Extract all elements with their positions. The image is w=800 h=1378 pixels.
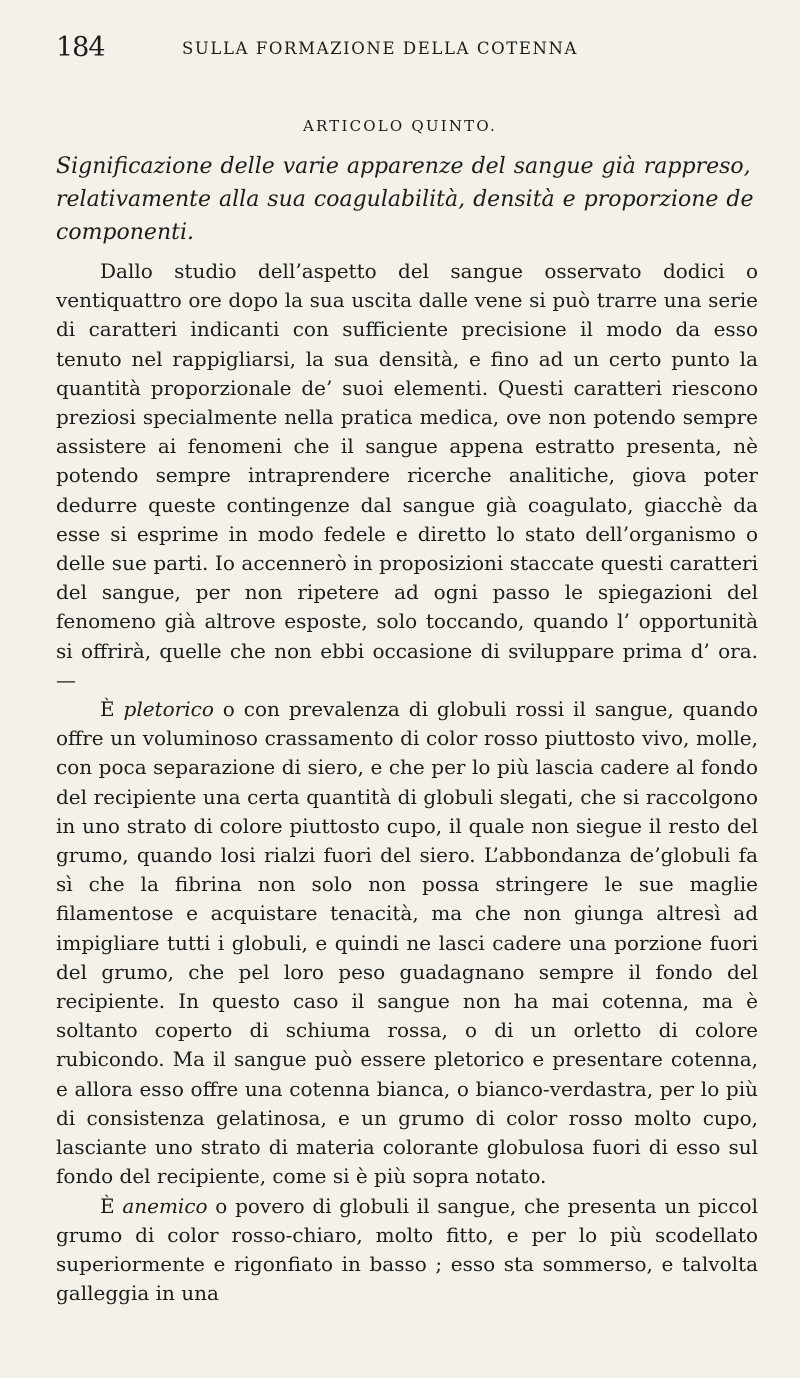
paragraph-lead: È: [100, 1193, 123, 1218]
article-subtitle: Significazione delle varie apparenze del sangue già rappreso, relativamente alla sua coagulabilità, densità e proporzione de componenti.: [56, 154, 754, 245]
body-text: [56, 257, 758, 1308]
page-number: 184: [56, 32, 105, 63]
paragraph-text: o povero di globuli il sangue, che presenta un piccol grumo di color rosso-chiaro, molto fitto, e per lo più scodellato superiormente e rigonfiato in basso ; esso sta sommerso, e talvolta galleggia in una: [56, 1193, 758, 1306]
paragraph-text: Dallo studio dell’aspetto del sangue osservato dodici o ventiquattro ore dopo la sua uscita dalle vene si può trarre una serie di caratteri indicanti con sufficiente precisione il modo da esso tenuto nel rappigliarsi, la sua densità, e fino ad un certo punto la quantità proporzionale de’ suoi elementi. Questi caratteri riescono preziosi specialmente nella pratica medica, ove non potendo sempre assistere ai fenomeni che il sangue appena estratto presenta, nè potendo sempre intraprendere ricerche analitiche, giova poter dedurre queste contingenze dal sangue già coagulato, giacchè da esse si esprime in modo fedele e diretto lo stato dell’organismo o delle sue parti. Io accennerò in proposizioni staccate questi caratteri del sangue, per non ripetere ad ogni passo le spiegazioni del fenomeno già altrove esposte, solo toccando, quando l’ opportunità si offrirà, quelle che non ebbi occasione di sviluppare prima d’ ora. —: [56, 259, 758, 692]
running-head-title: SULLA FORMAZIONE DELLA COTENNA: [182, 39, 579, 58]
paragraph-intro: [56, 257, 758, 695]
term-pletorico: pletorico: [123, 697, 214, 722]
article-heading: ARTICOLO QUINTO.: [303, 117, 497, 135]
paragraph-anemico: [56, 1192, 758, 1309]
paragraph-text: o con prevalenza di globuli rossi il sangue, quando offre un voluminoso crassamento di color rosso piuttosto vivo, molle, con poca separazione di siero, e che per lo più lascia cadere al fondo del recipiente una certa quantità di globuli slegati, che si raccolgono in uno strato di colore piuttosto cupo, il quale non siegue il resto del grumo, quando losi rialzi fuori del siero. L’abbondanza de’globuli fa sì che la fibrina non solo non possa stringere le sue maglie filamentose e acquistare tenacità, ma che non giunga altresì ad impigliare tutti i globuli, e quindi ne lasci cadere una porzione fuori del grumo, che pel loro peso guadagnano sempre il fondo del recipiente. In questo caso il sangue non ha mai cotenna, ma è soltanto coperto di schiuma rossa, o di un orletto di colore rubicondo. Ma il sangue può essere pletorico e presentare cotenna, e allora esso offre una cotenna bianca, o bianco-verdastra, per lo più di consistenza gelatinosa, e un grumo di color rosso molto cupo, lasciante uno strato di materia colorante globulosa fuori di esso sul fondo del recipiente, come si è più sopra notato.: [56, 697, 758, 1189]
term-anemico: anemico: [122, 1193, 208, 1218]
paragraph-lead: È: [100, 697, 124, 722]
paragraph-pletorico: [56, 695, 758, 1191]
running-head: [56, 26, 750, 66]
